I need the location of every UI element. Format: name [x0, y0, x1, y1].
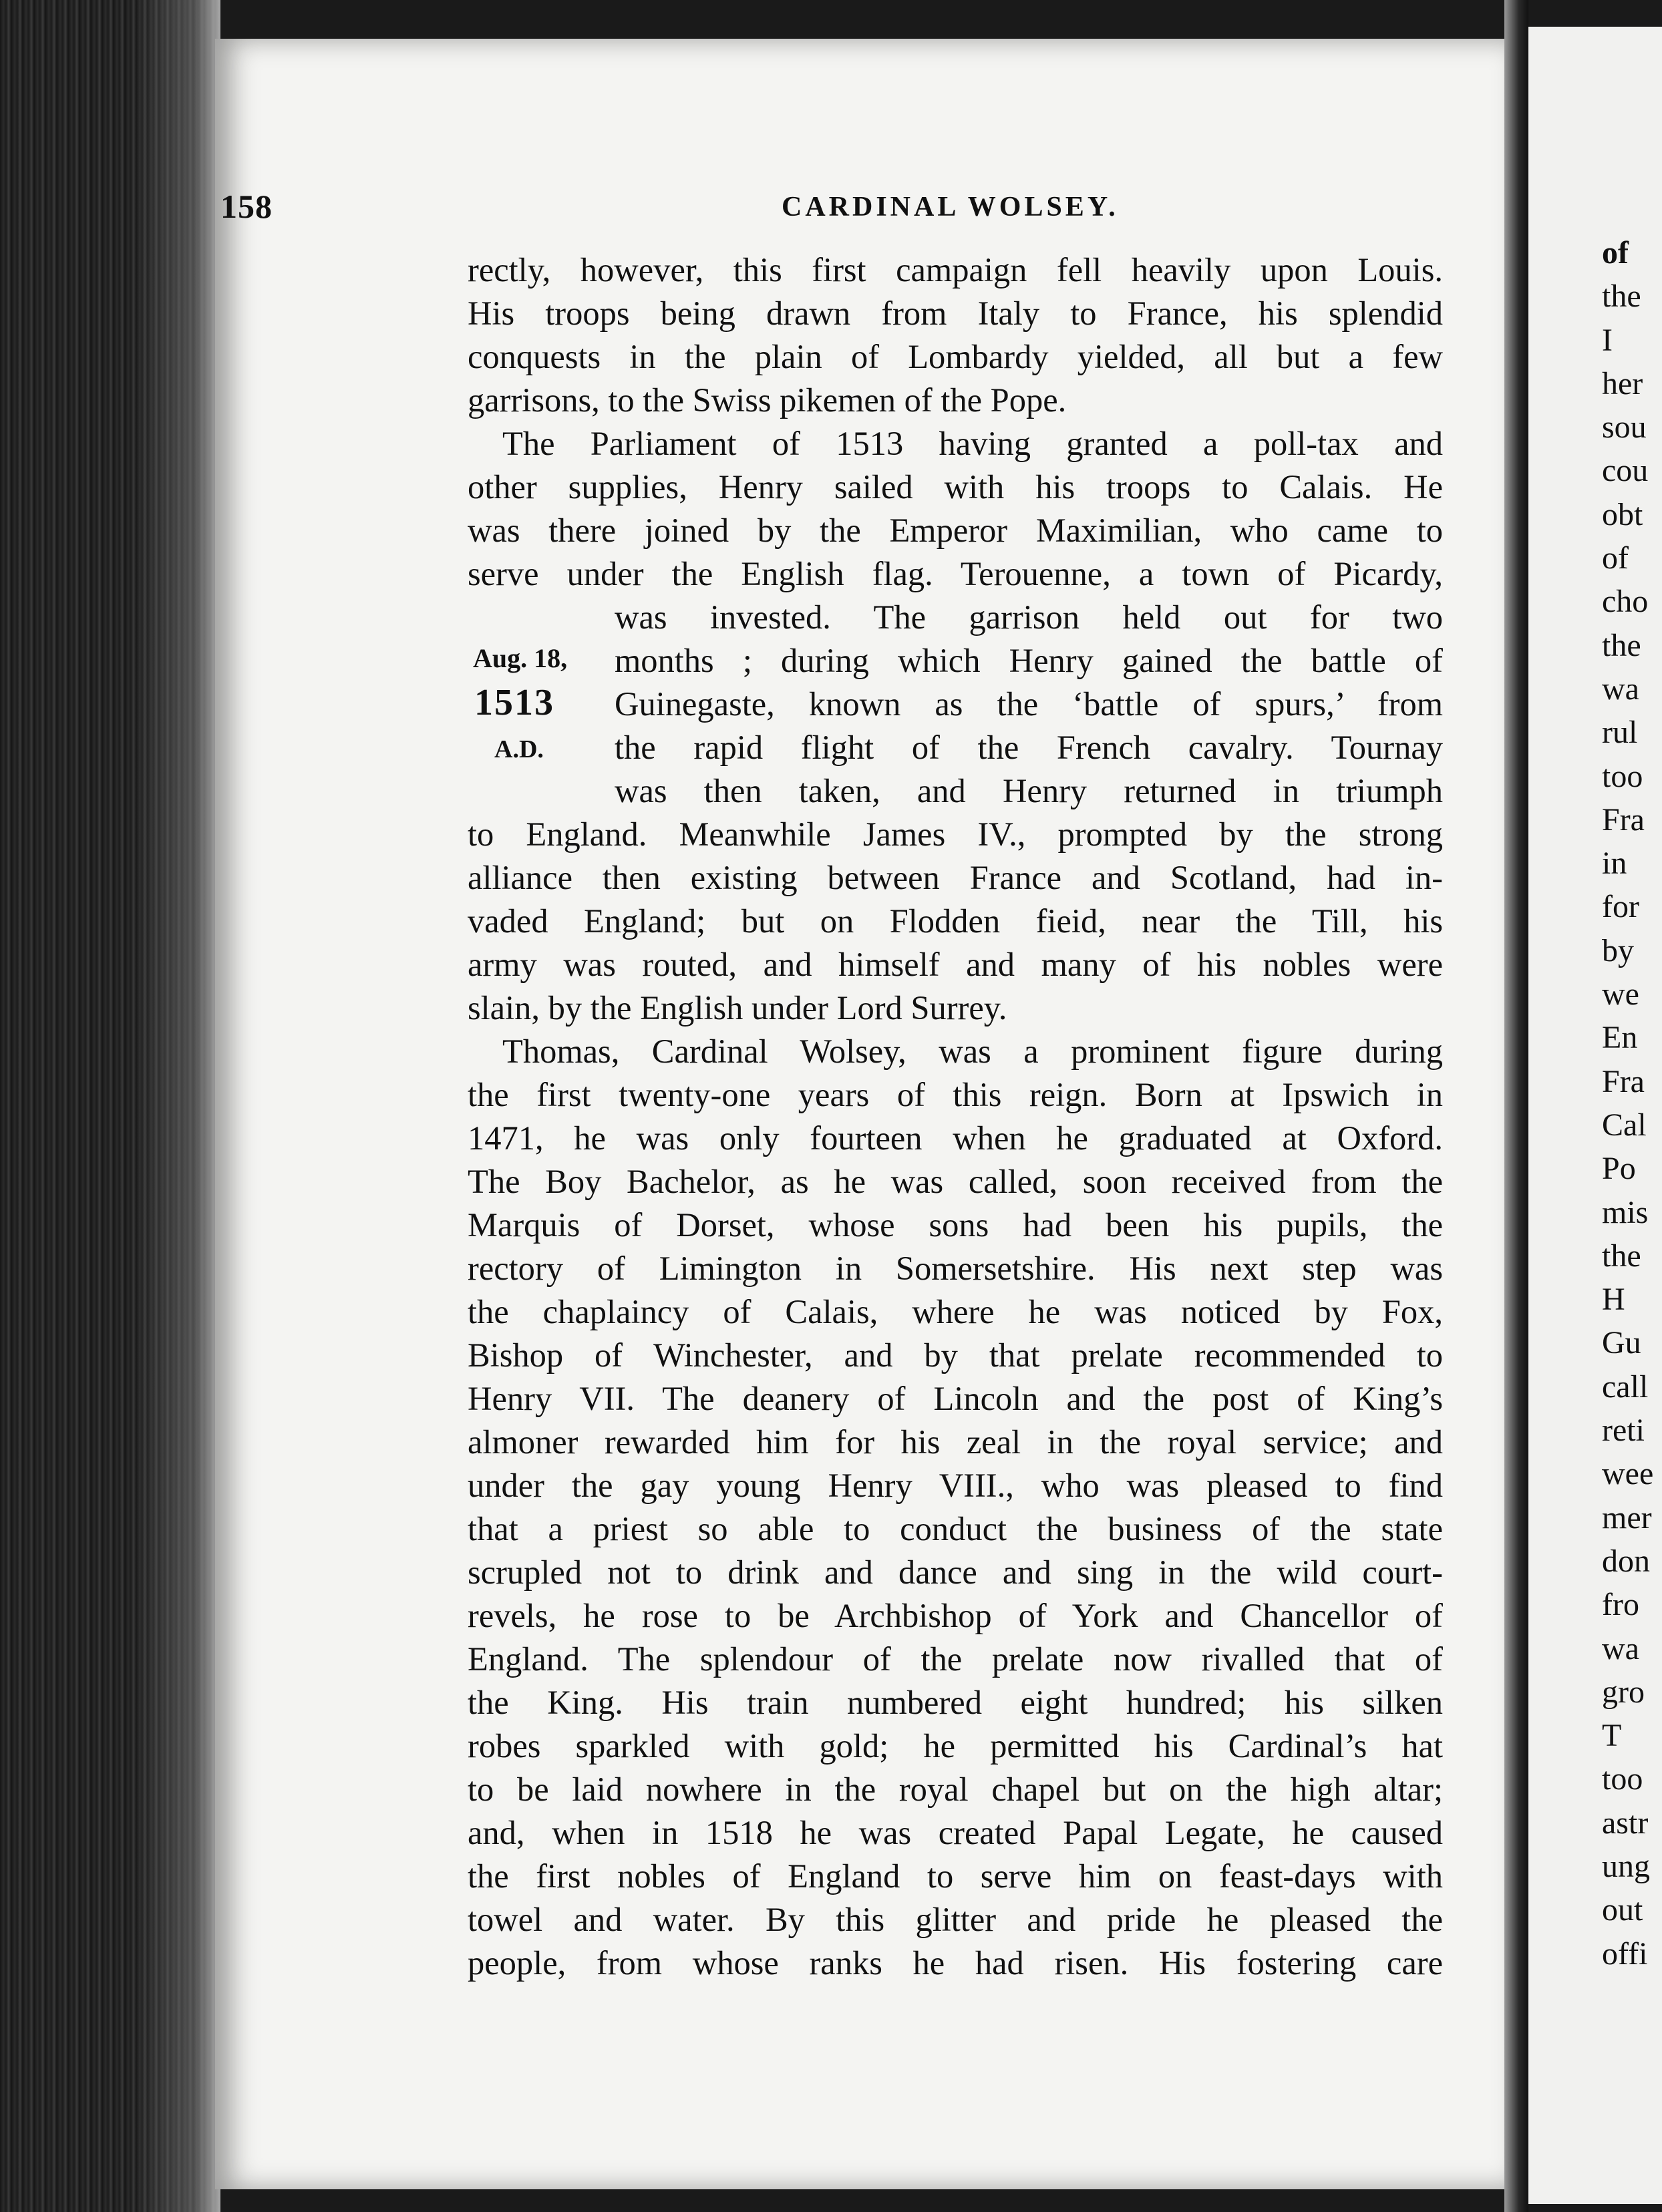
text-line: robes sparkled with gold; he permitted his Cardinal’s hat	[468, 1727, 1443, 1765]
text-line: the chaplaincy of Calais, where he was noticed by Fox,	[468, 1293, 1443, 1330]
text-line: the King. His train numbered eight hundred; his silken	[468, 1684, 1443, 1721]
text-line: vaded England; but on Flodden fieid, near the Till, his	[468, 902, 1443, 940]
facing-fragment: wa	[1602, 671, 1639, 707]
facing-fragment: Fra	[1602, 801, 1645, 838]
text-line: to England. Meanwhile James IV., prompted by the strong	[468, 815, 1443, 853]
text-line: Thomas, Cardinal Wolsey, was a prominent figure during	[502, 1033, 1443, 1070]
text-line: to be laid nowhere in the royal chapel but on the high altar;	[468, 1771, 1443, 1808]
text-line: people, from whose ranks he had risen. His fostering care	[468, 1944, 1443, 1982]
facing-fragment: T	[1602, 1718, 1622, 1754]
facing-fragment: Fra	[1602, 1063, 1645, 1099]
text-line: scrupled not to drink and dance and sing in the wild court-	[468, 1553, 1443, 1591]
text-line: army was routed, and himself and many of his nobles were	[468, 946, 1443, 983]
facing-fragment: Cal	[1602, 1107, 1647, 1143]
facing-fragment: ung	[1602, 1848, 1650, 1884]
facing-fragment: Gu	[1602, 1325, 1641, 1361]
facing-fragment: wa	[1602, 1630, 1639, 1666]
text-line: rectly, however, this first campaign fell heavily upon Louis.	[468, 251, 1443, 289]
facing-fragment: mis	[1602, 1194, 1649, 1230]
text-line: the rapid flight of the French cavalry. Tournay	[615, 729, 1443, 766]
facing-fragment: for	[1602, 889, 1639, 925]
text-line: serve under the English flag. Terouenne, a town of Picardy,	[468, 555, 1443, 592]
facing-fragment: I	[1602, 322, 1613, 358]
facing-fragment: we	[1602, 976, 1639, 1012]
facing-fragment: sou	[1602, 409, 1647, 445]
facing-fragment: of	[1602, 235, 1629, 270]
binding-shadow	[134, 0, 220, 2212]
facing-fragment: the	[1602, 1238, 1641, 1274]
text-line: and, when in 1518 he was created Papal Legate, he caused	[468, 1814, 1443, 1851]
text-line: Marquis of Dorset, whose sons had been his pupils, the	[468, 1206, 1443, 1244]
facing-fragment: reti	[1602, 1413, 1645, 1449]
text-line: other supplies, Henry sailed with his troops to Calais. He	[468, 468, 1443, 506]
text-line: months ; during which Henry gained the battle of	[615, 642, 1443, 679]
facing-fragment: En	[1602, 1020, 1638, 1056]
facing-fragment: don	[1602, 1543, 1650, 1579]
text-line: almoner rewarded him for his zeal in the royal service; and	[468, 1423, 1443, 1461]
facing-fragment: in	[1602, 846, 1627, 882]
page-gutter	[1504, 0, 1528, 2212]
facing-fragment: the	[1602, 279, 1641, 315]
text-line: rectory of Limington in Somersetshire. His next step was	[468, 1250, 1443, 1287]
facing-fragment: cou	[1602, 453, 1649, 489]
text-line: towel and water. By this glitter and pride he pleased the	[468, 1901, 1443, 1938]
body-text	[468, 248, 1443, 1985]
page-number: 158	[220, 188, 273, 225]
text-line: slain, by the English under Lord Surrey.	[468, 989, 1007, 1027]
facing-fragment: too	[1602, 1761, 1643, 1797]
facing-fragment: her	[1602, 365, 1643, 401]
facing-fragment: call	[1602, 1368, 1649, 1405]
text-line: Guinegaste, known as the ‘battle of spurs,’ from	[615, 685, 1443, 723]
facing-fragment: mer	[1602, 1499, 1652, 1535]
facing-fragment: H	[1602, 1282, 1625, 1318]
facing-page-text	[1602, 231, 1662, 1976]
text-line: the first twenty-one years of this reign. Born at Ipswich in	[468, 1076, 1443, 1113]
text-line: was then taken, and Henry returned in triumph	[615, 772, 1443, 809]
text-line: was invested. The garrison held out for two	[615, 598, 1443, 636]
facing-fragment: of	[1602, 540, 1629, 576]
facing-fragment: cho	[1602, 584, 1649, 620]
facing-fragment: fro	[1602, 1587, 1639, 1623]
facing-fragment: astr	[1602, 1805, 1649, 1841]
facing-fragment: too	[1602, 758, 1643, 794]
running-title: CARDINAL WOLSEY.	[782, 192, 1119, 222]
facing-fragment: gro	[1602, 1674, 1645, 1710]
margin-era: A.D.	[494, 735, 544, 763]
text-line: Henry VII. The deanery of Lincoln and the post of King’s	[468, 1380, 1443, 1417]
text-line: garrisons, to the Swiss pikemen of the Pope.	[468, 381, 1067, 419]
facing-fragment: obt	[1602, 496, 1643, 532]
text-line: under the gay young Henry VIII., who was pleased to find	[468, 1467, 1443, 1504]
text-line: 1471, he was only fourteen when he graduated at Oxford.	[468, 1119, 1443, 1157]
text-line: Bishop of Winchester, and by that prelate recommended to	[468, 1336, 1443, 1374]
text-line: revels, he rose to be Archbishop of York and Chancellor of	[468, 1597, 1443, 1634]
text-line: The Parliament of 1513 having granted a poll-tax and	[502, 425, 1443, 462]
facing-fragment: by	[1602, 932, 1634, 968]
text-line: The Boy Bachelor, as he was called, soon received from the	[468, 1163, 1443, 1200]
text-line: the first nobles of England to serve him on feast-days with	[468, 1857, 1443, 1895]
facing-fragment: the	[1602, 627, 1641, 663]
facing-fragment: out	[1602, 1892, 1643, 1928]
text-line: alliance then existing between France and Scotland, had in-	[468, 859, 1443, 896]
facing-fragment: offi	[1602, 1936, 1648, 1972]
text-line: England. The splendour of the prelate now rivalled that of	[468, 1640, 1443, 1678]
facing-fragment: wee	[1602, 1456, 1654, 1492]
text-line: that a priest so able to conduct the business of the state	[468, 1510, 1443, 1547]
text-line: His troops being drawn from Italy to France, his splendid	[468, 295, 1443, 332]
margin-date: Aug. 18,	[473, 643, 568, 673]
facing-fragment: rul	[1602, 715, 1638, 751]
text-line: was there joined by the Emperor Maximilian, who came to	[468, 512, 1443, 549]
text-line: conquests in the plain of Lombardy yielded, all but a few	[468, 338, 1443, 375]
facing-fragment: Po	[1602, 1151, 1636, 1187]
margin-year: 1513	[474, 682, 554, 723]
